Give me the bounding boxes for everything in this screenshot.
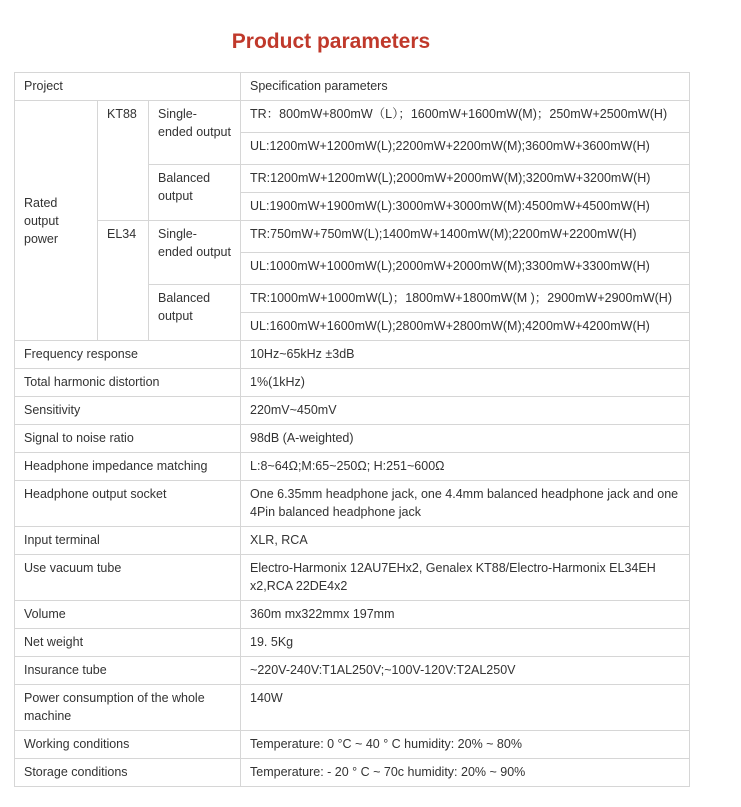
el34-single-tr: TR:750mW+750mW(L);1400mW+1400mW(M);2200mW+2200mW(H): [241, 221, 690, 253]
table-row: [15, 453, 690, 481]
table-row: [15, 601, 690, 629]
row-label: Insurance tube: [15, 657, 241, 685]
row-label: Use vacuum tube: [15, 555, 241, 601]
el34-single-label: Single-ended output: [149, 221, 241, 285]
row-value: 360m mx322mmx 197mm: [241, 601, 690, 629]
kt88-label: KT88: [98, 101, 149, 221]
el34-balanced-ul: UL:1600mW+1600mW(L);2800mW+2800mW(M);4200mW+4200mW(H): [241, 313, 690, 341]
rated-output-power-label: Rated output power: [15, 101, 98, 341]
table-row: [15, 397, 690, 425]
header-spec: Specification parameters: [241, 73, 690, 101]
table-row: [15, 425, 690, 453]
table-row: [15, 555, 690, 601]
kt88-balanced-tr: TR:1200mW+1200mW(L);2000mW+2000mW(M);3200mW+3200mW(H): [241, 165, 690, 193]
row-label: Power consumption of the whole machine: [15, 685, 241, 731]
row-label: Net weight: [15, 629, 241, 657]
page-title: Product parameters: [231, 30, 431, 53]
table-row: [15, 759, 690, 787]
row-value: Electro-Harmonix 12AU7EHx2, Genalex KT88/Electro-Harmonix EL34EH x2,RCA 22DE4x2: [241, 555, 690, 601]
kt88-single-ul: UL:1200mW+1200mW(L);2200mW+2200mW(M);3600mW+3600mW(H): [241, 133, 690, 165]
el34-balanced-label: Balanced output: [149, 285, 241, 341]
table-row: [15, 341, 690, 369]
table-header-row: [15, 73, 690, 101]
row-label: Storage conditions: [15, 759, 241, 787]
table-row: [15, 731, 690, 759]
row-value: 19. 5Kg: [241, 629, 690, 657]
kt88-balanced-label: Balanced output: [149, 165, 241, 221]
row-value: One 6.35mm headphone jack, one 4.4mm balanced headphone jack and one 4Pin balanced headphone jack: [241, 481, 690, 527]
row-label: Working conditions: [15, 731, 241, 759]
kt88-single-tr: TR：800mW+800mW（L）；1600mW+1600mW(M)；250mW+2500mW(H): [241, 101, 690, 133]
spec-table: [14, 72, 690, 787]
table-row: [15, 629, 690, 657]
table-row: [15, 369, 690, 397]
row-label: Volume: [15, 601, 241, 629]
el34-balanced-tr: TR:1000mW+1000mW(L)；1800mW+1800mW(M )；2900mW+2900mW(H): [241, 285, 690, 313]
table-row: [15, 221, 690, 253]
kt88-balanced-ul: UL:1900mW+1900mW(L):3000mW+3000mW(M):4500mW+4500mW(H): [241, 193, 690, 221]
table-row: [15, 101, 690, 133]
row-label: Sensitivity: [15, 397, 241, 425]
row-label: Headphone output socket: [15, 481, 241, 527]
table-row: [15, 685, 690, 731]
table-row: [15, 527, 690, 555]
table-row: [15, 481, 690, 527]
el34-single-ul: UL:1000mW+1000mW(L);2000mW+2000mW(M);3300mW+3300mW(H): [241, 253, 690, 285]
row-label: Frequency response: [15, 341, 241, 369]
table-row: [15, 657, 690, 685]
row-value: L:8~64Ω;M:65~250Ω; H:251~600Ω: [241, 453, 690, 481]
row-value: 140W: [241, 685, 690, 731]
row-label: Total harmonic distortion: [15, 369, 241, 397]
kt88-single-label: Single-ended output: [149, 101, 241, 165]
header-project: Project: [15, 73, 241, 101]
row-value: 98dB (A-weighted): [241, 425, 690, 453]
row-value: Temperature: 0 °C ~ 40 ° C humidity: 20% ~ 80%: [241, 731, 690, 759]
row-label: Headphone impedance matching: [15, 453, 241, 481]
row-value: 10Hz~65kHz ±3dB: [241, 341, 690, 369]
row-label: Input terminal: [15, 527, 241, 555]
row-label: Signal to noise ratio: [15, 425, 241, 453]
row-value: Temperature: - 20 ° C ~ 70c humidity: 20% ~ 90%: [241, 759, 690, 787]
el34-label: EL34: [98, 221, 149, 341]
row-value: 220mV~450mV: [241, 397, 690, 425]
row-value: XLR, RCA: [241, 527, 690, 555]
row-value: 1%(1kHz): [241, 369, 690, 397]
row-value: ~220V-240V:T1AL250V;~100V-120V:T2AL250V: [241, 657, 690, 685]
